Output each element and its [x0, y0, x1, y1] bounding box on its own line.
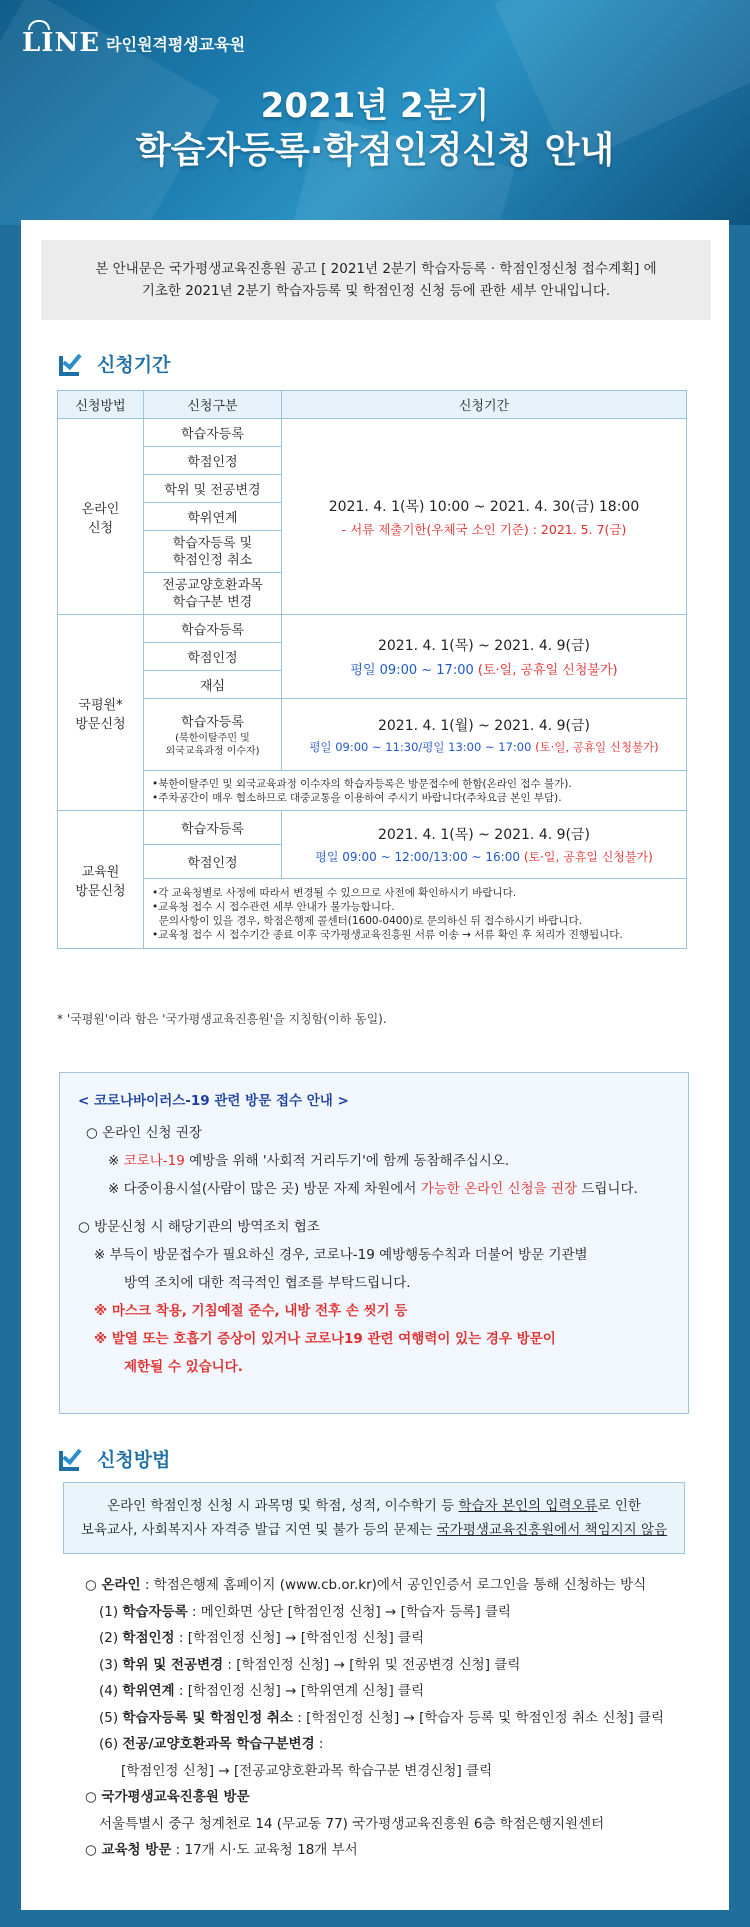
category-text: 학점인정 취소 [172, 552, 253, 568]
method-item [85, 1837, 664, 1864]
checkbox-icon [59, 1446, 89, 1472]
note-line: •각 교육청별로 사정에 따라서 변경될 수 있으므로 사전에 확인하시기 바랍니다. [152, 886, 517, 899]
highlight-text: 가능한 온라인 신청을 권장 [420, 1181, 578, 1197]
text: ※ [108, 1153, 124, 1169]
category-text: 전공교양호환과목 [162, 577, 263, 593]
header-banner [0, 0, 750, 225]
note-line: •교육청 접수 시 접수관련 세부 안내가 불가능합니다. [152, 900, 395, 913]
section-label: 신청기간 [97, 354, 171, 376]
category-cell: 학점인정 [144, 447, 282, 475]
method-label: ○ 온라인 [85, 1577, 141, 1593]
hours-text: 평일 09:00 ~ 11:30/평일 13:00 ~ 17:00 [309, 739, 532, 754]
method-label: ○ 국가평생교육진흥원 방문 [85, 1789, 250, 1805]
corona-subitem: ※ 부득이 방문접수가 필요하신 경우, 코로나-19 예방행동수칙과 더불어 방문 기관별 [94, 1247, 588, 1263]
period-text: 2021. 4. 1(목) ~ 2021. 4. 9(금) [377, 827, 590, 843]
corona-warning: ※ 발열 또는 호흡기 증상이 있거나 코로나19 관련 여행력이 있는 경우 방문이 [94, 1331, 556, 1347]
intro-line: 본 안내문은 국가평생교육진흥원 공고 [ 2021년 2분기 학습자등록 · 학점인정신청 접수계획] 에 [95, 261, 657, 277]
hours-note: (토·일, 공휴일 신청불가) [477, 663, 618, 678]
method-step: (5) 학습자등록 및 학점인정 취소 : [학점인정 신청] → [학습자 등록 및 학점인정 취소 신청] 클릭 [99, 1709, 665, 1726]
method-step: (3) 학위 및 전공변경 : [학점인정 신청] → [학위 및 전공변경 신청] 클릭 [99, 1656, 521, 1673]
category-cell [144, 531, 282, 573]
period-cell-visit [282, 615, 687, 699]
category-subtext: 외국교육과정 이수자) [165, 746, 260, 757]
period-text: 2021. 4. 1(목) 10:00 ~ 2021. 4. 30(금) 18:00 [328, 498, 640, 515]
note-line: •주차공간이 매우 협소하므로 대중교통을 이용하여 주시기 바랍니다(주차요금 본인 부담). [152, 791, 562, 804]
method-step: (1) 학습자등록 : 메인화면 상단 [학점인정 신청] → [학습자 등록] 클릭 [99, 1603, 511, 1620]
note-line: •북한이탈주민 및 외국교육과정 이수자의 학습자등록은 방문접수에 한함(온라인 접수 불가). [152, 777, 572, 790]
method-warning-box [63, 1482, 685, 1554]
corona-subitem [78, 1147, 670, 1175]
table-header: 신청구분 [144, 391, 282, 419]
category-subtext: (북한이탈주민 및 [175, 733, 250, 744]
page-title-line2: 학습자등록·학점인정신청 안내 [135, 130, 615, 171]
category-cell: 학점인정 [144, 643, 282, 671]
method-cell-online [58, 419, 144, 615]
schedule-table [57, 390, 687, 949]
hours-line [286, 659, 682, 678]
table-header: 신청기간 [282, 391, 687, 419]
method-address: 서울특별시 중구 청계천로 14 (무교동 77) 국가평생교육진흥원 6층 학점은행지원센터 [99, 1815, 605, 1832]
method-item [85, 1572, 664, 1599]
intro-line: 기초한 2021년 2분기 학습자등록 및 학점인정 신청 등에 관한 세부 안내입니다. [141, 283, 611, 299]
category-cell [144, 573, 282, 615]
corona-notice-box [59, 1072, 689, 1414]
warning-line [64, 1494, 684, 1518]
method-desc: : 17개 시·도 교육청 18개 부서 [171, 1842, 358, 1858]
note-line: •교육청 접수 시 접수기간 종료 이후 국가평생교육진흥원 서류 이송 → 서류 확인 후 처리가 진행됩니다. [152, 928, 623, 941]
method-label: ○ 교육청 방문 [85, 1842, 172, 1858]
hours-note: (토·일, 공휴일 신청불가) [523, 850, 653, 864]
text: ※ 다중이용시설(사람이 많은 곳) 방문 자제 차원에서 [108, 1181, 421, 1197]
table-header: 신청방법 [58, 391, 144, 419]
method-text: 온라인 [81, 501, 120, 517]
highlight-text: 코로나-19 [123, 1153, 185, 1169]
checkbox-icon [59, 351, 89, 377]
method-item [85, 1784, 664, 1811]
logo[interactable] [22, 28, 245, 58]
text: 보육교사, 사회복지사 자격증 발급 지연 및 불가 등의 문제는 [80, 1522, 437, 1538]
footnote: * '국평원'이라 함은 '국가평생교육진흥원'을 지칭함(이하 동일). [57, 1012, 387, 1026]
period-cell-edu [282, 811, 687, 879]
method-cell-visit [58, 615, 144, 811]
category-cell: 학습자등록 [144, 615, 282, 643]
method-step: (4) 학위연계 : [학점인정 신청] → [학위연계 신청] 클릭 [99, 1683, 425, 1699]
warning-line [64, 1518, 684, 1542]
method-step: (2) 학점인정 : [학점인정 신청] → [학점인정 신청] 클릭 [99, 1630, 425, 1646]
category-text: 학습자등록 및 [172, 535, 253, 551]
method-text: 신청 [87, 520, 114, 536]
category-cell: 학습자등록 [144, 419, 282, 447]
corona-item: ○ 온라인 신청 권장 [86, 1125, 202, 1141]
underlined-text: 학습자 본인의 입력오류 [458, 1498, 598, 1514]
category-cell [144, 699, 282, 771]
note-line: 문의사항이 있을 경우, 학점은행제 콜센터(1600-0400)로 문의하신 뒤 접수하시기 바랍니다. [152, 914, 583, 927]
method-list [85, 1572, 664, 1864]
period-text: 2021. 4. 1(목) ~ 2021. 4. 9(금) [377, 638, 590, 654]
period-text: 2021. 4. 1(월) ~ 2021. 4. 9(금) [377, 717, 590, 734]
category-text: 학습구분 변경 [172, 594, 253, 610]
category-cell: 학위연계 [144, 503, 282, 531]
method-text: 교육원 [81, 864, 120, 880]
period-cell-special [282, 699, 687, 771]
page-title-line1: 2021년 2분기 [260, 86, 490, 126]
corona-subitem [78, 1175, 670, 1203]
section-heading-period [59, 350, 170, 377]
hours-note: (토·일, 공휴일 신청불가) [535, 739, 659, 754]
notes-cell [144, 771, 687, 811]
notes-cell [144, 879, 687, 949]
text: 예방을 위해 '사회적 거리두기'에 함께 동참해주십시오. [184, 1153, 510, 1169]
section-label: 신청방법 [97, 1449, 171, 1471]
category-cell: 학점인정 [144, 845, 282, 879]
corona-subitem: 방역 조치에 대한 적극적인 협조를 부탁드립니다. [124, 1275, 411, 1291]
corona-title: < 코로나바이러스-19 관련 방문 접수 안내 > [78, 1093, 349, 1109]
intro-box [41, 240, 711, 320]
category-cell: 재심 [144, 671, 282, 699]
category-text: 학습자등록 [181, 715, 244, 730]
method-text: 국평원* [78, 697, 123, 713]
corona-item: ○ 방문신청 시 해당기관의 방역조치 협조 [78, 1219, 320, 1235]
text: 온라인 학점인정 신청 시 과목명 및 학점, 성적, 이수학기 등 [107, 1498, 459, 1514]
method-step: (6) 전공/교양호환과목 학습구분변경 : [99, 1736, 324, 1752]
method-desc: : 학점은행제 홈페이지 (www.cb.or.kr)에서 공인인증서 로그인을 통해 신청하는 방식 [140, 1577, 647, 1593]
category-cell: 학위 및 전공변경 [144, 475, 282, 503]
underlined-text: 국가평생교육진흥원에서 책임지지 않음 [436, 1522, 668, 1538]
hours-line [286, 739, 682, 755]
logo-text: 라인원격평생교육원 [106, 34, 246, 54]
hours-text: 평일 09:00 ~ 17:00 [350, 663, 474, 678]
deadline-text: - 서류 제출기한(우체국 소인 기준) : 2021. 5. 7(금) [341, 521, 627, 537]
section-heading-method [59, 1445, 170, 1472]
hours-line [286, 848, 682, 865]
category-cell: 학습자등록 [144, 811, 282, 845]
corona-warning: ※ 마스크 착용, 기침예절 준수, 내방 전후 손 씻기 등 [94, 1303, 408, 1319]
method-cell-edu [58, 811, 144, 949]
text: 드립니다. [577, 1181, 638, 1197]
method-step-cont: [학점인정 신청] → [전공교양호환과목 학습구분 변경신청] 클릭 [121, 1762, 493, 1779]
text: 로 인한 [597, 1498, 641, 1514]
corona-warning: 제한될 수 있습니다. [124, 1359, 243, 1375]
logo-mark: LINE [22, 28, 101, 58]
period-cell-online [282, 419, 687, 615]
content-card [21, 220, 729, 1910]
hours-text: 평일 09:00 ~ 12:00/13:00 ~ 16:00 [315, 850, 520, 864]
method-text: 방문신청 [75, 716, 126, 732]
method-text: 방문신청 [75, 883, 126, 899]
